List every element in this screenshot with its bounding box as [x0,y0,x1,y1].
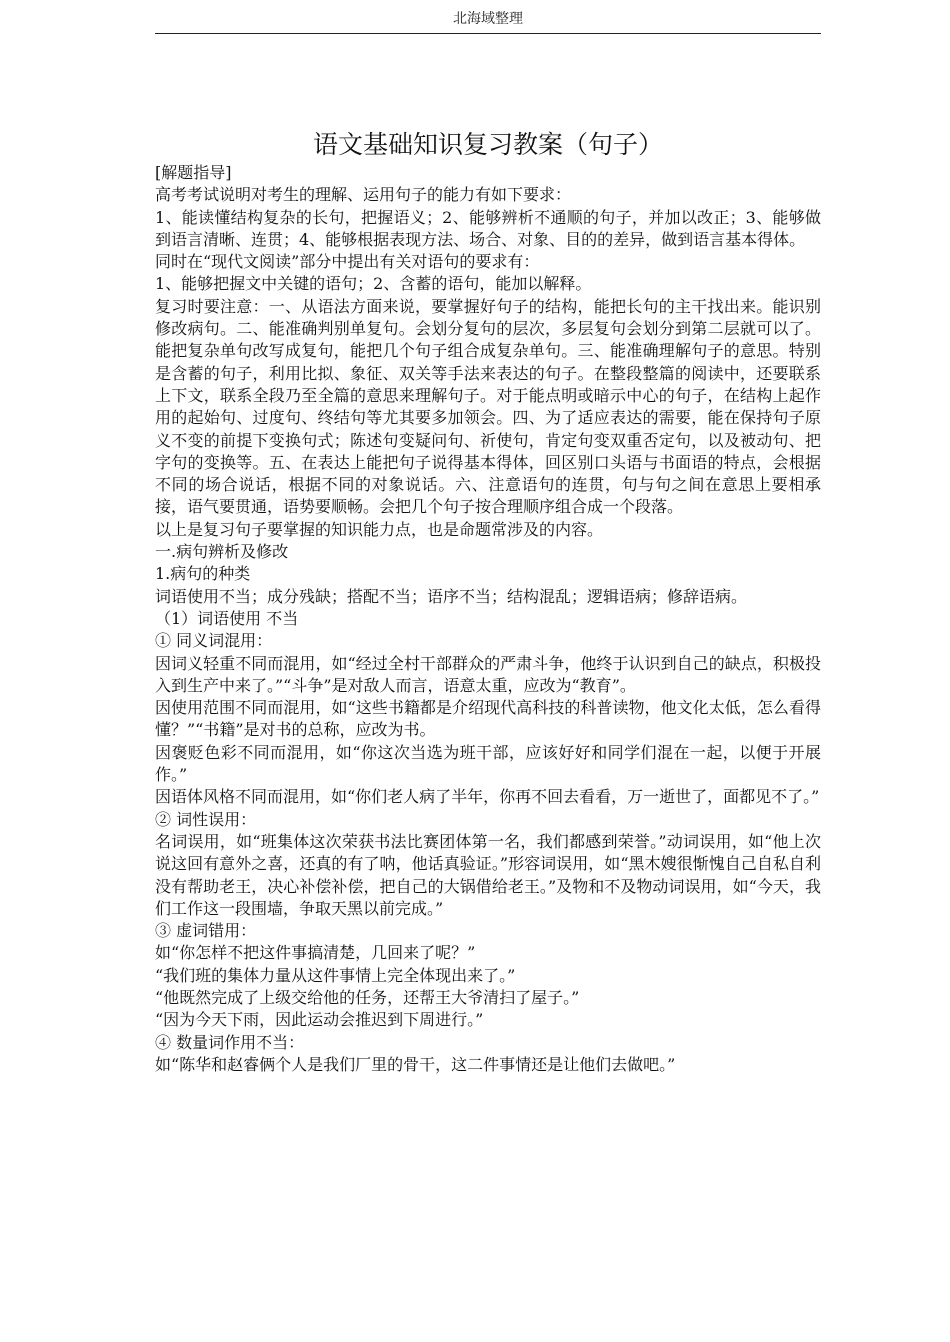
paragraph: 以上是复习句子要掌握的知识能力点，也是命题常涉及的内容。 [155,519,604,539]
header-text: 北海域整理 [453,11,523,27]
item-heading: ① 同义词混用： [155,631,273,651]
item-heading: ④ 数量词作用不当： [155,1032,305,1052]
paragraph: 词语使用不当；成分残缺；搭配不当；语序不当；结构混乱；逻辑语病；修辞语病。 [155,586,748,606]
section-heading: 一.病句辨析及修改 [155,542,289,562]
document-body [155,162,821,1076]
paragraph: 因使用范围不同而混用，如“这些书籍都是介绍现代高科技的科普读物，他文化太低，怎么看得懂？”“书籍”是对书的总称，应改为书。 [155,698,821,740]
paragraph: “我们班的集体力量从这件事情上完全体现出来了。” [155,965,516,985]
paragraph: 因词义轻重不同而混用，如“经过全村干部群众的严肃斗争，他终于认识到自己的缺点，积极投入到生产中来了。”“斗争”是对敌人而言，语意太重，应改为“教育”。 [155,653,821,695]
paragraph: “他既然完成了上级交给他的任务，还帮王大爷清扫了屋子。” [155,987,580,1007]
document-title: 语文基础知识复习教案（句子） [312,130,663,159]
paragraph: 复习时要注意：一、从语法方面来说，要掌握好句子的结构，能把长句的主干找出来。能识别修改病句。二、能准确判别单复句。会划分复句的层次，多层复句会划分到第二层就可以了。能把复杂单句改写成复句，能把几个句子组合成复杂单句。三、能准确理解句子的意思。特别是含蓄的句子，利用比拟、象征、双关等手法来表达的句子。在整段整篇的阅读中，还要联系上下文，联系全段乃至全篇的意思来理解句子。对于能点明或暗示中心的句子，在结构上起作用的起始句、过度句、终结句等尤其要多加领会。四、为了适应表达的需要，能在保持句子原义不变的前提下变换句式；陈述句变疑问句、祈使句，肯定句变双重否定句，以及被动句、把字句的变换等。五、在表达上能把句子说得基本得体，回区别口头语与书面语的特点，会根据不同的场合说话，根据不同的对象说话。六、注意语句的连贯，句与句之间在意思上要相承接，语气要贯通，语势要顺畅。会把几个句子按合理顺序组合成一个段落。 [155,296,821,517]
paragraph: 如“你怎样不把这件事搞清楚，几回来了呢？” [155,943,476,963]
item-heading: ② 词性误用： [155,809,257,829]
paragraph: 因语体风格不同而混用，如“你们老人病了半年，你再不回去看看，万一逝世了，面都见不了。” [155,787,820,807]
paragraph: 名词误用，如“班集体这次荣获书法比赛团体第一名，我们都感到荣誉。”动词误用，如“他上次说这回有意外之喜，还真的有了呐，他话真验证。”形容词误用，如“黑木嫂很惭愧自己自私自利没有帮助老王，决心补偿补偿，把自己的大锅借给老王。”及物和不及物动词误用，如“今天，我们工作这一段围墙，争取天黑以前完成。” [155,831,821,918]
paragraph: 1、能够把握文中关键的语句；2、含蓄的语句，能加以解释。 [155,274,592,294]
paragraph: 1、能读懂结构复杂的长句，把握语义；2、能够辨析不通顺的句子，并加以改正；3、能够做到语言清晰、连贯；4、能够根据表现方法、场合、对象、目的的差异，做到语言基本得体。 [155,207,821,249]
page-header [155,0,821,34]
paragraph: 如“陈华和赵睿俩个人是我们厂里的骨干，这二件事情还是让他们去做吧。” [155,1054,676,1074]
item-heading: ③ 虚词错用： [155,921,257,941]
section-label: [解题指导] [155,163,232,182]
paragraph: 高考考试说明对考生的理解、运用句子的能力有如下要求： [155,185,572,205]
paragraph: 因褒贬色彩不同而混用，如“你这次当选为班干部，应该好好和同学们混在一起，以便于开展作。” [155,742,821,785]
subsection-heading: （1）词语使用 不当 [155,608,299,628]
paragraph: 同时在“现代文阅读”部分中提出有关对语句的要求有： [155,252,540,272]
subsection-heading: 1.病句的种类 [155,564,251,584]
paragraph: “因为今天下雨，因此运动会推迟到下周进行。” [155,1010,484,1030]
